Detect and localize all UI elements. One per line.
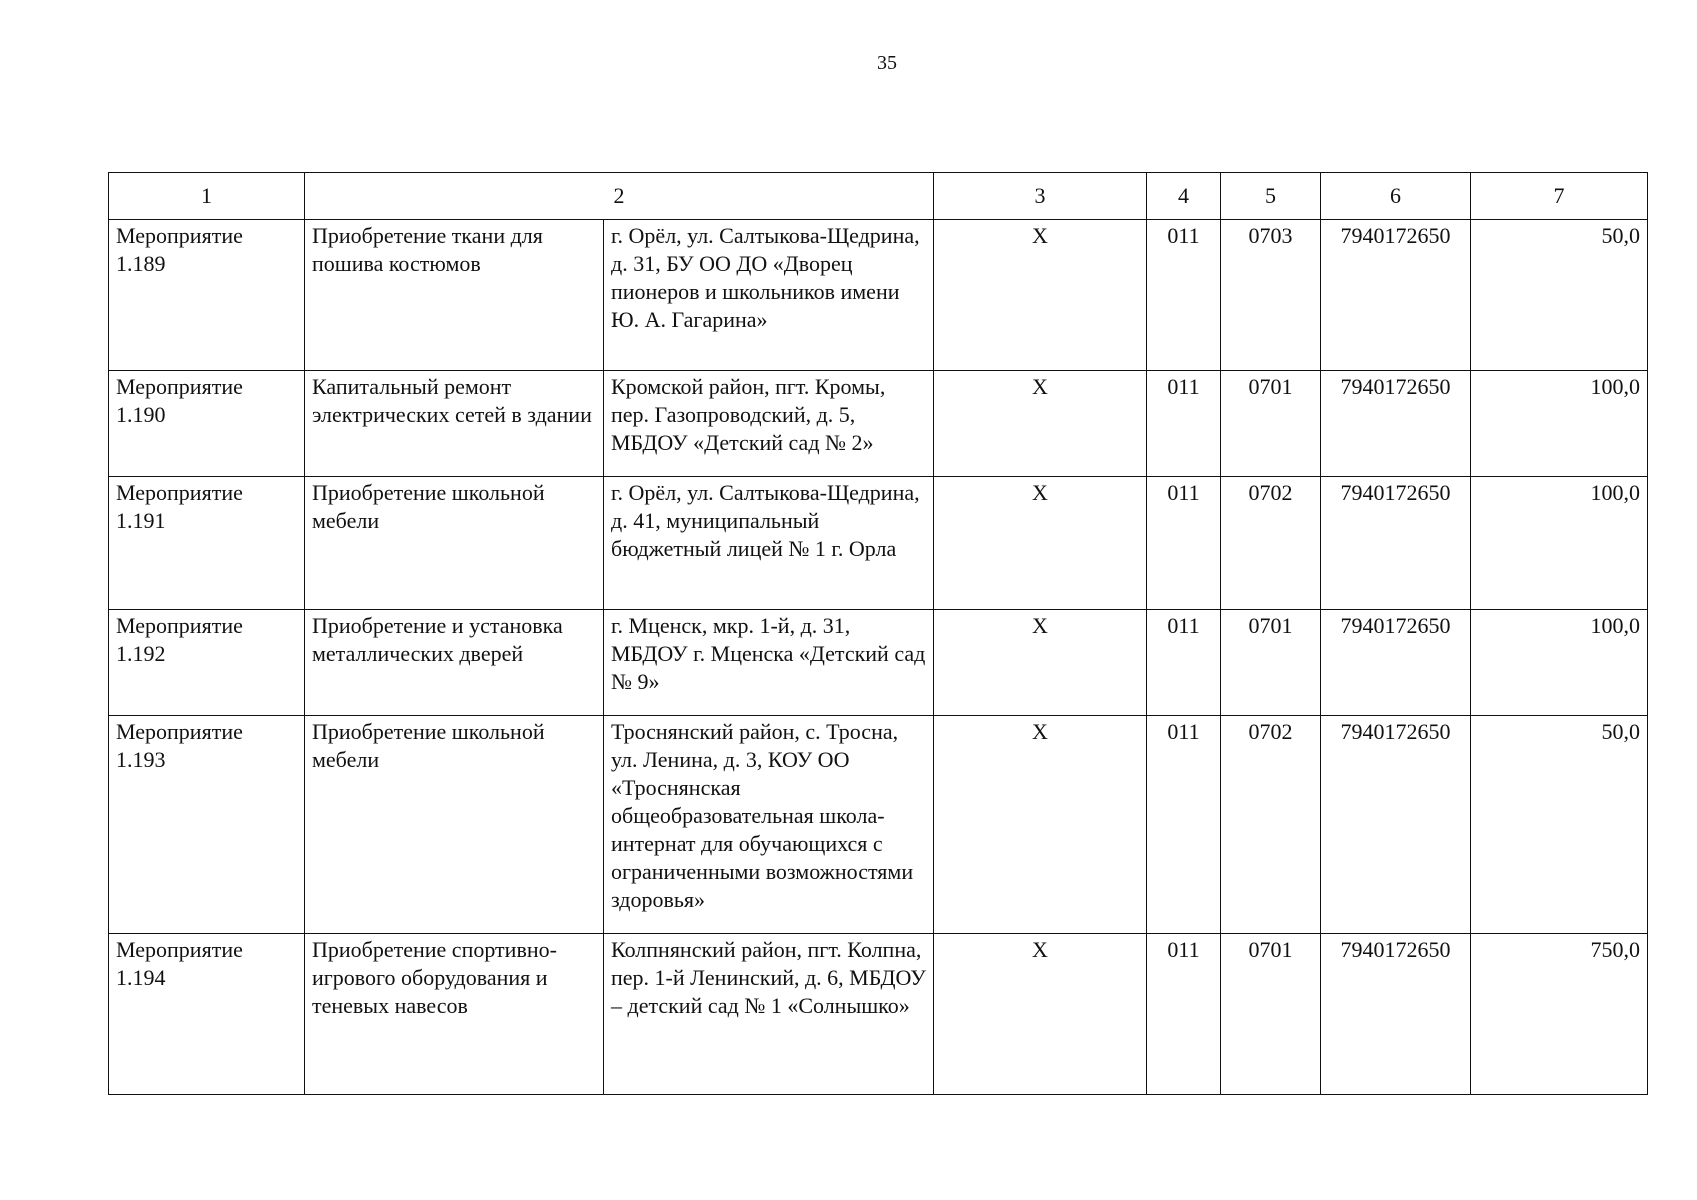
table-row [109,371,1648,477]
measures-table [108,172,1648,1095]
header-col-1: 1 [109,173,305,220]
measure-name: Капитальный ремонт электрических сетей в здании [305,371,604,477]
measure-amount: 100,0 [1471,371,1648,477]
measure-address: г. Орёл, ул. Салтыкова-Щедрина, д. 31, БУ ОО ДО «Дворец пионеров и школьников имени Ю. А. Гагарина» [604,220,934,371]
measure-id: Мероприятие 1.191 [109,477,305,610]
measure-code-4: 011 [1147,610,1221,716]
measure-amount: 50,0 [1471,716,1648,934]
measure-code-4: 011 [1147,220,1221,371]
measure-x: Х [934,934,1147,1095]
measure-amount: 50,0 [1471,220,1648,371]
measure-address: Троснянский район, с. Тросна, ул. Ленина, д. 3, КОУ ОО «Троснянская общеобразовательная школа-интернат для обучающихся с ограниченными возможностями здоровья» [604,716,934,934]
table-header-row [109,173,1648,220]
measure-code-6: 7940172650 [1321,477,1471,610]
measure-address: Кромской район, пгт. Кромы, пер. Газопроводский, д. 5, МБДОУ «Детский сад № 2» [604,371,934,477]
measure-name: Приобретение ткани для пошива костюмов [305,220,604,371]
header-col-3: 3 [934,173,1147,220]
measure-id: Мероприятие 1.193 [109,716,305,934]
header-col-2: 2 [305,173,934,220]
table-row [109,934,1648,1095]
measure-code-6: 7940172650 [1321,371,1471,477]
measure-x: Х [934,371,1147,477]
measure-x: Х [934,220,1147,371]
measure-code-5: 0701 [1221,610,1321,716]
measure-code-5: 0702 [1221,716,1321,934]
measure-x: Х [934,477,1147,610]
measure-code-4: 011 [1147,934,1221,1095]
measure-amount: 750,0 [1471,934,1648,1095]
measure-address: г. Мценск, мкр. 1-й, д. 31, МБДОУ г. Мценска «Детский сад № 9» [604,610,934,716]
measure-amount: 100,0 [1471,610,1648,716]
table-row [109,716,1648,934]
measure-id: Мероприятие 1.192 [109,610,305,716]
table-row [109,477,1648,610]
measure-code-6: 7940172650 [1321,716,1471,934]
measure-id: Мероприятие 1.189 [109,220,305,371]
measure-x: Х [934,716,1147,934]
page-number: 35 [877,52,897,74]
measure-code-5: 0701 [1221,371,1321,477]
header-col-7: 7 [1471,173,1648,220]
measure-amount: 100,0 [1471,477,1648,610]
table-row [109,610,1648,716]
measure-code-5: 0703 [1221,220,1321,371]
measure-x: Х [934,610,1147,716]
header-col-4: 4 [1147,173,1221,220]
measure-name: Приобретение спортивно-игрового оборудования и теневых навесов [305,934,604,1095]
measure-code-4: 011 [1147,477,1221,610]
measure-id: Мероприятие 1.190 [109,371,305,477]
header-col-6: 6 [1321,173,1471,220]
measure-id: Мероприятие 1.194 [109,934,305,1095]
measure-name: Приобретение школьной мебели [305,477,604,610]
measure-code-6: 7940172650 [1321,610,1471,716]
measure-address: г. Орёл, ул. Салтыкова-Щедрина, д. 41, муниципальный бюджетный лицей № 1 г. Орла [604,477,934,610]
measure-address: Колпнянский район, пгт. Колпна, пер. 1-й Ленинский, д. 6, МБДОУ – детский сад № 1 «Солнышко» [604,934,934,1095]
measure-code-5: 0701 [1221,934,1321,1095]
measure-name: Приобретение и установка металлических дверей [305,610,604,716]
measure-code-5: 0702 [1221,477,1321,610]
table-row [109,220,1648,371]
header-col-5: 5 [1221,173,1321,220]
measure-code-6: 7940172650 [1321,934,1471,1095]
measure-code-4: 011 [1147,716,1221,934]
measure-code-4: 011 [1147,371,1221,477]
measure-name: Приобретение школьной мебели [305,716,604,934]
measure-code-6: 7940172650 [1321,220,1471,371]
